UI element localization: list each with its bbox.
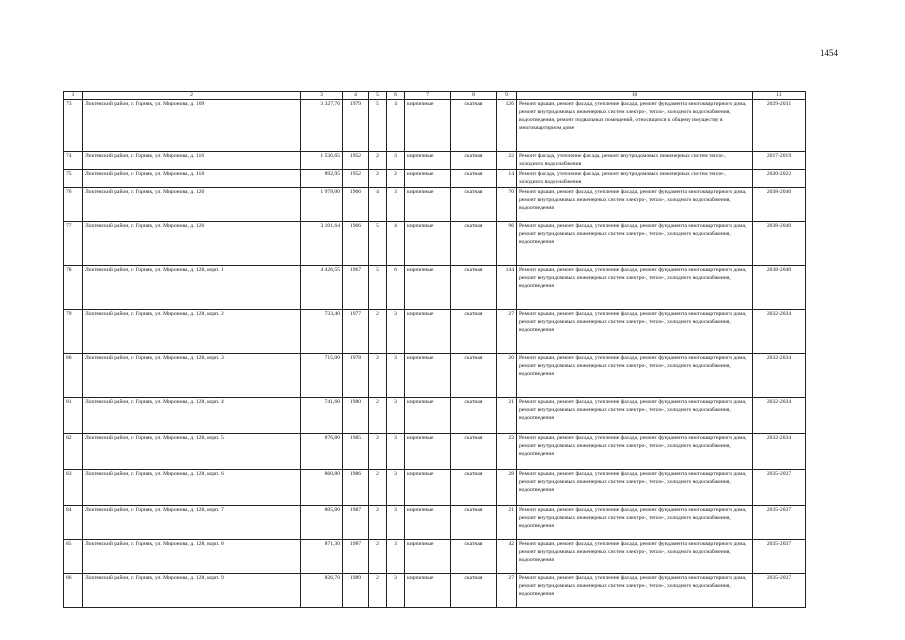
row-number-cell: 76 (64, 188, 83, 222)
wall-material-cell: кирпичные (405, 152, 451, 170)
period-cell: 2035-2037 (753, 470, 806, 506)
table-row (64, 188, 806, 222)
period-cell: 2032-2034 (753, 398, 806, 434)
works-cell: Ремонт крыши, ремонт фасада, утепление фасада, ремонт фундамента многоквартирного дома, ремонт внутридомовых инженерных систем электро-, тепло-, холодного водоснабжения, водоотведения (517, 398, 753, 434)
wall-material-cell: кирпичные (405, 540, 451, 574)
residents-cell: 27 (497, 310, 517, 354)
floors-cell: 2 (369, 434, 387, 470)
area-cell: 1 978,00 (301, 188, 343, 222)
year-cell: 1985 (343, 434, 369, 470)
row-number-cell: 74 (64, 152, 83, 170)
row-number-cell: 86 (64, 574, 83, 608)
floors-cell: 2 (369, 310, 387, 354)
works-cell: Ремонт крыши, ремонт фасада, утепление фасада, ремонт фундамента многоквартирного дома, ремонт внутридомовых инженерных систем электро-, тепло-, холодного водоснабжения, водоотведения (517, 470, 753, 506)
year-cell: 1966 (343, 222, 369, 266)
works-cell: Ремонт крыши, ремонт фасада, утепление фасада, ремонт фундамента многоквартирного дома, ремонт внутридомовых инженерных систем электро-, тепло-, холодного водоснабжения, водоотведения (517, 310, 753, 354)
works-cell: Ремонт крыши, ремонт фасада, утепление фасада, ремонт фундамента многоквартирного дома, ремонт внутридомовых инженерных систем электро-, тепло-, холодного водоснабжения, водоотведения (517, 574, 753, 608)
area-cell: 805,80 (301, 506, 343, 540)
residents-cell: 42 (497, 540, 517, 574)
area-cell: 741,60 (301, 398, 343, 434)
column-header: 1 (64, 92, 83, 100)
area-cell: 4 426,55 (301, 266, 343, 310)
column-header: 8 (451, 92, 497, 100)
table-header-row (64, 92, 806, 100)
table-row (64, 266, 806, 310)
year-cell: 1952 (343, 170, 369, 188)
entrances-cell: 3 (387, 470, 405, 506)
entrances-cell: 6 (387, 266, 405, 310)
entrances-cell: 3 (387, 310, 405, 354)
row-number-cell: 83 (64, 470, 83, 506)
year-cell: 1989 (343, 574, 369, 608)
entrances-cell: 3 (387, 506, 405, 540)
row-number-cell: 84 (64, 506, 83, 540)
column-header: 4 (343, 92, 369, 100)
roof-type-cell: скатная (451, 354, 497, 398)
area-cell: 715,00 (301, 354, 343, 398)
entrances-cell: 3 (387, 354, 405, 398)
wall-material-cell: кирпичные (405, 188, 451, 222)
floors-cell: 2 (369, 398, 387, 434)
period-cell: 2035-2037 (753, 574, 806, 608)
year-cell: 1978 (343, 354, 369, 398)
column-header: 9 (497, 92, 517, 100)
year-cell: 1986 (343, 470, 369, 506)
roof-type-cell: скатная (451, 506, 497, 540)
year-cell: 1987 (343, 540, 369, 574)
address-cell: Локтевский район, г. Горняк, ул. Миронова, д. 128, корп. 8 (83, 540, 301, 574)
wall-material-cell: кирпичные (405, 354, 451, 398)
residents-cell: 23 (497, 434, 517, 470)
address-cell: Локтевский район, г. Горняк, ул. Миронова, д. 118 (83, 170, 301, 188)
table-row (64, 540, 806, 574)
works-cell: Ремонт крыши, ремонт фасада, утепление фасада, ремонт фундамента многоквартирного дома, ремонт внутридомовых инженерных систем электро-, тепло-, холодного водоснабжения, водоотведения (517, 434, 753, 470)
row-number-cell: 77 (64, 222, 83, 266)
entrances-cell: 3 (387, 574, 405, 608)
year-cell: 1980 (343, 398, 369, 434)
table-row (64, 152, 806, 170)
roof-type-cell: скатная (451, 152, 497, 170)
column-header: 5 (369, 92, 387, 100)
period-cell: 2032-2034 (753, 434, 806, 470)
residents-cell: 144 (497, 266, 517, 310)
period-cell: 2035-2037 (753, 506, 806, 540)
address-cell: Локтевский район, г. Горняк, ул. Миронова, д. 126 (83, 222, 301, 266)
address-cell: Локтевский район, г. Горняк, ул. Миронова, д. 128, корп. 2 (83, 310, 301, 354)
entrances-cell: 3 (387, 540, 405, 574)
year-cell: 1979 (343, 100, 369, 152)
floors-cell: 2 (369, 540, 387, 574)
wall-material-cell: кирпичные (405, 310, 451, 354)
period-cell: 2029-2031 (753, 100, 806, 152)
entrances-cell: 4 (387, 222, 405, 266)
wall-material-cell: кирпичные (405, 470, 451, 506)
wall-material-cell: кирпичные (405, 574, 451, 608)
entrances-cell: 2 (387, 170, 405, 188)
area-cell: 3 101,64 (301, 222, 343, 266)
residents-cell: 27 (497, 574, 517, 608)
residents-cell: 22 (497, 152, 517, 170)
roof-type-cell: скатная (451, 266, 497, 310)
floors-cell: 5 (369, 222, 387, 266)
residents-cell: 96 (497, 222, 517, 266)
address-cell: Локтевский район, г. Горняк, ул. Миронова, д. 116 (83, 152, 301, 170)
row-number-cell: 78 (64, 266, 83, 310)
roof-type-cell: скатная (451, 100, 497, 152)
row-number-cell: 85 (64, 540, 83, 574)
floors-cell: 2 (369, 470, 387, 506)
column-header: 6 (387, 92, 405, 100)
roof-type-cell: скатная (451, 574, 497, 608)
works-cell: Ремонт фасада, утепление фасада, ремонт внутридомовых инженерных систем тепло-, холодного водоснабжения (517, 170, 753, 188)
roof-type-cell: скатная (451, 188, 497, 222)
works-cell: Ремонт крыши, ремонт фасада, утепление фасада, ремонт фундамента многоквартирного дома, ремонт внутридомовых инженерных систем электро-, тепло-, холодного водоснабжения, водоотведения (517, 506, 753, 540)
area-cell: 3 327,76 (301, 100, 343, 152)
row-number-cell: 73 (64, 100, 83, 152)
works-cell: Ремонт крыши, ремонт фасада, утепление фасада, ремонт фундамента многоквартирного дома, ремонт внутридомовых инженерных систем электро-, тепло-, холодного водоснабжения, водоотведения (517, 222, 753, 266)
table-row (64, 354, 806, 398)
floors-cell: 2 (369, 354, 387, 398)
residents-cell: 14 (497, 170, 517, 188)
roof-type-cell: скатная (451, 434, 497, 470)
address-cell: Локтевский район, г. Горняк, ул. Миронова, д. 128, корп. 5 (83, 434, 301, 470)
period-cell: 2032-2034 (753, 310, 806, 354)
period-cell: 2038-2040 (753, 188, 806, 222)
table-row (64, 100, 806, 152)
roof-type-cell: скатная (451, 398, 497, 434)
wall-material-cell: кирпичные (405, 222, 451, 266)
floors-cell: 5 (369, 266, 387, 310)
entrances-cell: 4 (387, 100, 405, 152)
works-cell: Ремонт крыши, ремонт фасада, утепление фасада, ремонт фундамента многоквартирного дома, ремонт внутридомовых инженерных систем электро-, тепло-, холодного водоснабжения, водоотведения, ремонт подвальных помещений, относящихся к общему имуществу в многоквартирном доме (517, 100, 753, 152)
year-cell: 1952 (343, 152, 369, 170)
wall-material-cell: кирпичные (405, 434, 451, 470)
area-cell: 1 536,65 (301, 152, 343, 170)
housing-register-table (63, 91, 806, 608)
table-row (64, 222, 806, 266)
row-number-cell: 82 (64, 434, 83, 470)
area-cell: 826,70 (301, 574, 343, 608)
residents-cell: 70 (497, 188, 517, 222)
period-cell: 2038-2040 (753, 222, 806, 266)
row-number-cell: 81 (64, 398, 83, 434)
entrances-cell: 3 (387, 398, 405, 434)
table-row (64, 574, 806, 608)
area-cell: 860,80 (301, 470, 343, 506)
roof-type-cell: скатная (451, 222, 497, 266)
floors-cell: 2 (369, 506, 387, 540)
address-cell: Локтевский район, г. Горняк, ул. Миронова, д. 128, корп. 7 (83, 506, 301, 540)
address-cell: Локтевский район, г. Горняк, ул. Миронова, д. 109 (83, 100, 301, 152)
table-row (64, 434, 806, 470)
floors-cell: 4 (369, 188, 387, 222)
row-number-cell: 79 (64, 310, 83, 354)
wall-material-cell: кирпичные (405, 506, 451, 540)
entrances-cell: 3 (387, 188, 405, 222)
period-cell: 2038-2040 (753, 266, 806, 310)
area-cell: 871,30 (301, 540, 343, 574)
table-row (64, 398, 806, 434)
year-cell: 1966 (343, 188, 369, 222)
address-cell: Локтевский район, г. Горняк, ул. Миронова, д. 128, корп. 3 (83, 354, 301, 398)
period-cell: 2035-2037 (753, 540, 806, 574)
column-header: 7 (405, 92, 451, 100)
year-cell: 1987 (343, 506, 369, 540)
address-cell: Локтевский район, г. Горняк, ул. Миронова, д. 128, корп. 1 (83, 266, 301, 310)
period-cell: 2020-2022 (753, 170, 806, 188)
column-header: 11 (753, 92, 806, 100)
residents-cell: 21 (497, 398, 517, 434)
address-cell: Локтевский район, г. Горняк, ул. Миронова, д. 128, корп. 4 (83, 398, 301, 434)
works-cell: Ремонт крыши, ремонт фасада, утепление фасада, ремонт фундамента многоквартирного дома, ремонт внутридомовых инженерных систем электро-, тепло-, холодного водоснабжения, водоотведения (517, 188, 753, 222)
works-cell: Ремонт фасада, утепление фасада, ремонт внутридомовых инженерных систем тепло-, холодного водоснабжения (517, 152, 753, 170)
period-cell: 2017-2019 (753, 152, 806, 170)
year-cell: 1967 (343, 266, 369, 310)
wall-material-cell: кирпичные (405, 266, 451, 310)
roof-type-cell: скатная (451, 540, 497, 574)
address-cell: Локтевский район, г. Горняк, ул. Миронова, д. 120 (83, 188, 301, 222)
residents-cell: 21 (497, 506, 517, 540)
area-cell: 876,80 (301, 434, 343, 470)
roof-type-cell: скатная (451, 470, 497, 506)
area-cell: 733,40 (301, 310, 343, 354)
address-cell: Локтевский район, г. Горняк, ул. Миронова, д. 128, корп. 9 (83, 574, 301, 608)
floors-cell: 5 (369, 100, 387, 152)
wall-material-cell: кирпичные (405, 170, 451, 188)
column-header: 2 (83, 92, 301, 100)
column-header: 3 (301, 92, 343, 100)
works-cell: Ремонт крыши, ремонт фасада, утепление фасада, ремонт фундамента многоквартирного дома, ремонт внутридомовых инженерных систем электро-, тепло-, холодного водоснабжения, водоотведения (517, 266, 753, 310)
floors-cell: 2 (369, 152, 387, 170)
column-header: 10 (517, 92, 753, 100)
table-body (64, 100, 806, 608)
floors-cell: 2 (369, 170, 387, 188)
entrances-cell: 3 (387, 434, 405, 470)
page-number: 1454 (820, 48, 838, 58)
table-row (64, 470, 806, 506)
wall-material-cell: кирпичные (405, 398, 451, 434)
entrances-cell: 3 (387, 152, 405, 170)
residents-cell: 20 (497, 354, 517, 398)
address-cell: Локтевский район, г. Горняк, ул. Миронова, д. 128, корп. 6 (83, 470, 301, 506)
row-number-cell: 75 (64, 170, 83, 188)
year-cell: 1977 (343, 310, 369, 354)
residents-cell: 126 (497, 100, 517, 152)
roof-type-cell: скатная (451, 310, 497, 354)
roof-type-cell: скатная (451, 170, 497, 188)
floors-cell: 2 (369, 574, 387, 608)
table-row (64, 310, 806, 354)
works-cell: Ремонт крыши, ремонт фасада, утепление фасада, ремонт фундамента многоквартирного дома, ремонт внутридомовых инженерных систем электро-, тепло-, холодного водоснабжения, водоотведения (517, 354, 753, 398)
residents-cell: 28 (497, 470, 517, 506)
area-cell: 892,95 (301, 170, 343, 188)
works-cell: Ремонт крыши, ремонт фасада, утепление фасада, ремонт фундамента многоквартирного дома, ремонт внутридомовых инженерных систем электро-, тепло-, холодного водоснабжения, водоотведения (517, 540, 753, 574)
table-row (64, 170, 806, 188)
period-cell: 2032-2034 (753, 354, 806, 398)
row-number-cell: 80 (64, 354, 83, 398)
wall-material-cell: кирпичные (405, 100, 451, 152)
table-row (64, 506, 806, 540)
